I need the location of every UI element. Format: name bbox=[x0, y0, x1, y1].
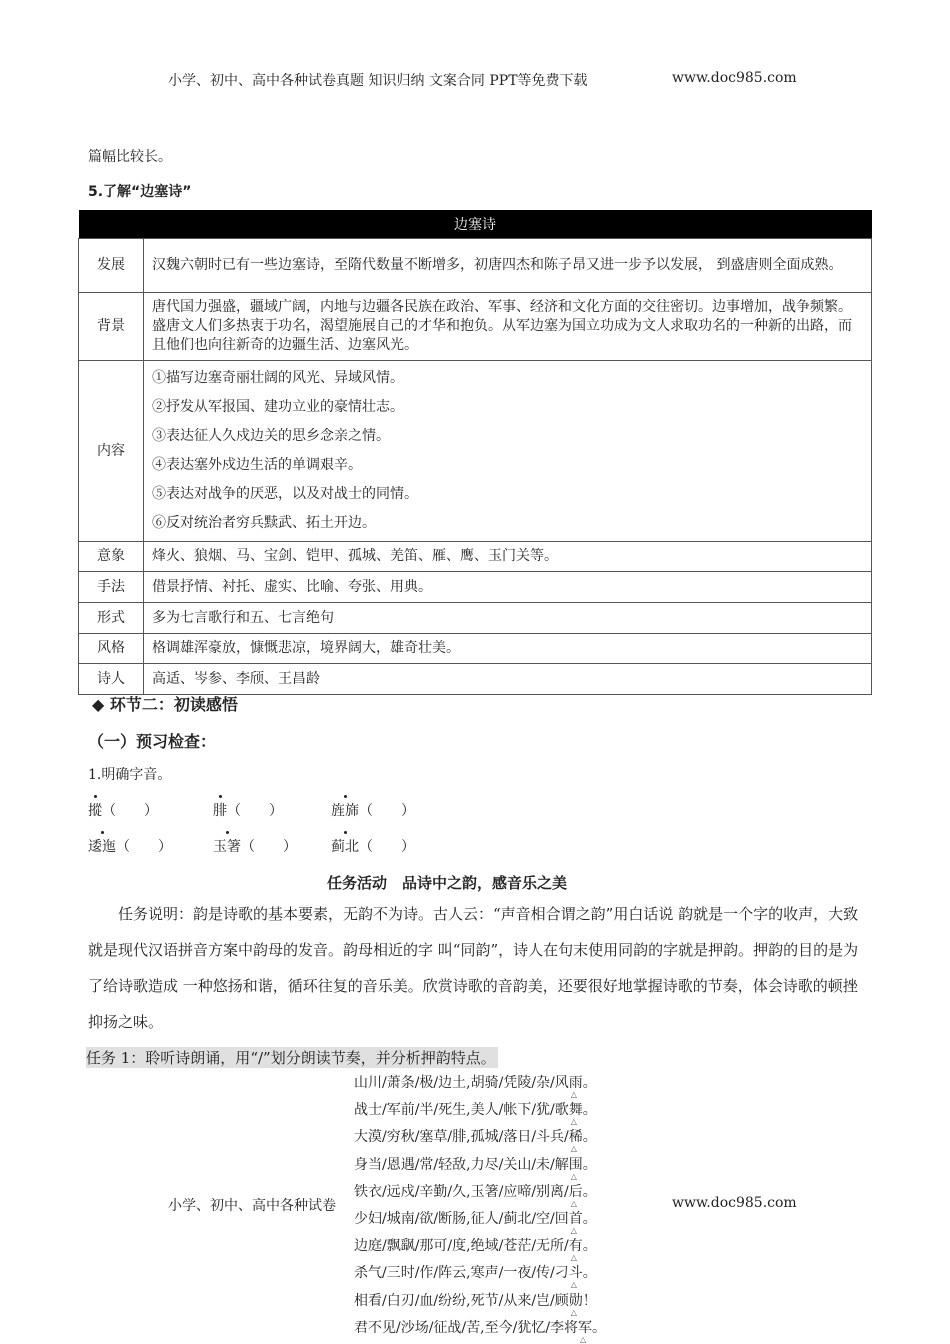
poem-text: 少妇/城南/欲/断肠,征人/蓟北/空/回 bbox=[354, 1211, 569, 1228]
row-line: 多为七言歌行和五、七言绝句 bbox=[152, 609, 334, 626]
rhyme-char: 有 △ bbox=[569, 1233, 583, 1260]
table-row bbox=[79, 293, 872, 361]
punctuation: ！ bbox=[582, 1292, 597, 1309]
dotted-word: 摐 bbox=[88, 800, 102, 820]
page-header: 小学、初中、高中各种试卷真题 知识归纳 文案合同 PPT等免费下载 bbox=[168, 73, 588, 89]
poem-line bbox=[354, 1152, 606, 1179]
dotted-word: 逶迤 bbox=[88, 836, 116, 856]
table-row bbox=[79, 664, 872, 695]
poem bbox=[354, 1070, 606, 1342]
poem-text: 相看/白刃/血/纷纷,死节/从来/岂/顾 bbox=[354, 1292, 569, 1309]
punctuation: 。 bbox=[582, 1156, 597, 1173]
poem-line bbox=[354, 1260, 606, 1287]
answer-blank[interactable]: （ ） bbox=[227, 803, 283, 819]
row-content bbox=[144, 634, 872, 664]
row-label: 形式 bbox=[79, 603, 144, 634]
punctuation: 。 bbox=[582, 1238, 597, 1255]
row-line: 汉魏六朝时已有一些边塞诗，至隋代数量不断增多，初唐四杰和陈子昂又进一步予以发展， 到盛唐则全面成熟。 bbox=[152, 257, 843, 273]
table-row bbox=[79, 572, 872, 603]
answer-blank[interactable]: （ ） bbox=[116, 839, 172, 855]
answer-blank[interactable]: （ ） bbox=[241, 839, 297, 855]
task-1: 任务 1：聆听诗朗诵，用“/”划分朗读节奏，并分析押韵特点。 bbox=[86, 1049, 496, 1067]
rhyme-char: 斗 △ bbox=[569, 1260, 583, 1287]
table-row bbox=[79, 361, 872, 542]
dotted-word: 玉箸 bbox=[213, 836, 241, 856]
pronunciation-item bbox=[331, 800, 415, 820]
row-line: 高适、岑参、李颀、王昌龄 bbox=[152, 670, 320, 687]
punctuation: 。 bbox=[582, 1183, 597, 1200]
pronunciation-item bbox=[88, 800, 158, 820]
row-content bbox=[144, 603, 872, 634]
section-heading: 5.了解“边塞诗” bbox=[88, 184, 192, 200]
poem-line bbox=[354, 1315, 606, 1342]
row-label: 风格 bbox=[79, 634, 144, 664]
rhyme-char: 舞 △ bbox=[569, 1097, 583, 1124]
poem-text: 山川/萧条/极/边土,胡骑/凭陵/杂/风 bbox=[354, 1075, 569, 1091]
rhyme-char: 围 △ bbox=[569, 1152, 583, 1179]
answer-blank[interactable]: （ ） bbox=[359, 803, 415, 819]
row-line: ③表达征人久戍边关的思乡念亲之情。 bbox=[152, 428, 390, 444]
pronunciation-item bbox=[88, 836, 172, 856]
poem-line bbox=[354, 1124, 606, 1151]
rhyme-char: 后 △ bbox=[569, 1179, 583, 1206]
poem-line bbox=[354, 1288, 606, 1315]
preview-heading: （一）预习检查： bbox=[88, 732, 217, 751]
task-title: 任务活动 品诗中之韵，感音乐之美 bbox=[327, 874, 568, 892]
punctuation: 。 bbox=[582, 1265, 597, 1282]
punctuation: 。 bbox=[582, 1211, 597, 1228]
pronunciation-item bbox=[213, 836, 297, 856]
row-content bbox=[144, 572, 872, 603]
punctuation: 。 bbox=[592, 1319, 607, 1336]
table-row bbox=[79, 634, 872, 664]
dotted-word: 蓟北 bbox=[331, 836, 359, 856]
rhyme-char: 首 △ bbox=[569, 1206, 583, 1233]
table-row bbox=[79, 603, 872, 634]
row-label: 背景 bbox=[79, 293, 144, 361]
punctuation: 。 bbox=[582, 1102, 597, 1119]
row-line: 格调雄浑豪放，慷慨悲凉，境界阔大，雄奇壮美。 bbox=[152, 640, 460, 656]
answer-blank[interactable]: （ ） bbox=[102, 803, 158, 819]
table-row bbox=[79, 542, 872, 572]
row-line: ⑤表达对战争的厌恶，以及对战士的同情。 bbox=[152, 486, 418, 502]
row-line: 烽火、狼烟、马、宝剑、铠甲、孤城、羌笛、雁、鹰、玉门关等。 bbox=[152, 548, 558, 564]
punctuation: 。 bbox=[582, 1129, 597, 1146]
row-line: ①描写边塞奇丽壮阔的风光、异域风情。 bbox=[152, 370, 404, 386]
pronunciation-item bbox=[331, 836, 415, 856]
rhyme-char: 勋 △ bbox=[569, 1288, 583, 1315]
intro-text: 篇幅比较长。 bbox=[88, 149, 172, 165]
poem-line bbox=[354, 1206, 606, 1233]
poem-line bbox=[354, 1179, 606, 1206]
frontier-poetry-table bbox=[78, 210, 872, 695]
row-line: 借景抒情、衬托、虚实、比喻、夸张、用典。 bbox=[152, 578, 432, 595]
page-footer: 小学、初中、高中各种试卷 bbox=[168, 1198, 336, 1214]
row-label: 手法 bbox=[79, 572, 144, 603]
poem-text: 身当/恩遇/常/轻敌,力尽/关山/未/解 bbox=[354, 1156, 569, 1173]
table-title: 边塞诗 bbox=[79, 210, 872, 239]
row-line: 唐代国力强盛，疆域广阔，内地与边疆各民族在政治、军事、经济和文化方面的交往密切。边事增加，战争频繁。盛唐文人们多热衷于功名，渴望施展自己的才华和抱负。从军边塞为国立功成为文人求取功名的一种新的出路，而且他们也向往新奇的边疆生活、边塞风光。 bbox=[152, 299, 852, 353]
poem-line bbox=[354, 1233, 606, 1260]
rhyme-char: 稀 △ bbox=[569, 1124, 583, 1151]
poem-text: 杀气/三时/作/阵云,寒声/一夜/传/刁 bbox=[354, 1265, 569, 1282]
rhyme-char: 雨 △ bbox=[569, 1070, 583, 1097]
dotted-word: 腓 bbox=[213, 800, 227, 820]
poem-text: 边庭/飘飖/那可/度,绝域/苍茫/无所/ bbox=[354, 1238, 569, 1255]
poem-text: 大漠/穷秋/塞草/腓,孤城/落日/斗兵/ bbox=[354, 1129, 569, 1146]
row-label: 内容 bbox=[79, 361, 144, 542]
punctuation: 。 bbox=[582, 1075, 597, 1091]
poem-line bbox=[354, 1097, 606, 1124]
section-ring-two: ◆ 环节二：初读感悟 bbox=[92, 695, 238, 714]
poem-text: 君不见/沙场/征战/苦,至今/犹忆/李将 bbox=[354, 1319, 579, 1336]
rhyme-char: 军 △ bbox=[578, 1315, 592, 1342]
row-content bbox=[144, 664, 872, 695]
row-content bbox=[144, 361, 872, 542]
task-description: 任务说明：韵是诗歌的基本要素，无韵不为诗。古人云：“声音相合谓之韵”用白话说 韵就是一个字的收声，大致就是现代汉语拼音方案中韵母的发音。韵母相近的字 叫“同韵”，诗人在句末使用同韵的字就是押韵。押韵的目的是为了给诗歌造成 一种悠扬和谐，循环往复的音乐美。欣赏诗歌的音韵美，还要很好地掌握诗歌的节奏，体会诗歌的顿挫抑扬之味。 bbox=[88, 905, 859, 1031]
answer-blank[interactable]: （ ） bbox=[359, 839, 415, 855]
poem-line bbox=[354, 1070, 606, 1097]
header-url[interactable]: www.doc985.com bbox=[672, 70, 797, 86]
row-line: ④表达塞外戍边生活的单调艰辛。 bbox=[152, 457, 362, 473]
row-content bbox=[144, 542, 872, 572]
row-content bbox=[144, 293, 872, 361]
row-line: ⑥反对统治者穷兵黩武、拓土开边。 bbox=[152, 515, 376, 531]
row-content bbox=[144, 239, 872, 293]
row-label: 发展 bbox=[79, 239, 144, 293]
poem-text: 铁衣/远戍/辛勤/久,玉箸/应啼/别离/ bbox=[354, 1183, 569, 1200]
table-row bbox=[79, 239, 872, 293]
footer-url[interactable]: www.doc985.com bbox=[672, 1195, 797, 1211]
row-line: ②抒发从军报国、建功立业的豪情壮志。 bbox=[152, 399, 404, 415]
pronunciation-item bbox=[213, 800, 283, 820]
row-label: 诗人 bbox=[79, 664, 144, 695]
question-1: 1.明确字音。 bbox=[88, 767, 172, 783]
dotted-word: 旌旆 bbox=[331, 800, 359, 820]
poem-text: 战士/军前/半/死生,美人/帐下/犹/歌 bbox=[354, 1102, 569, 1119]
row-label: 意象 bbox=[79, 542, 144, 572]
